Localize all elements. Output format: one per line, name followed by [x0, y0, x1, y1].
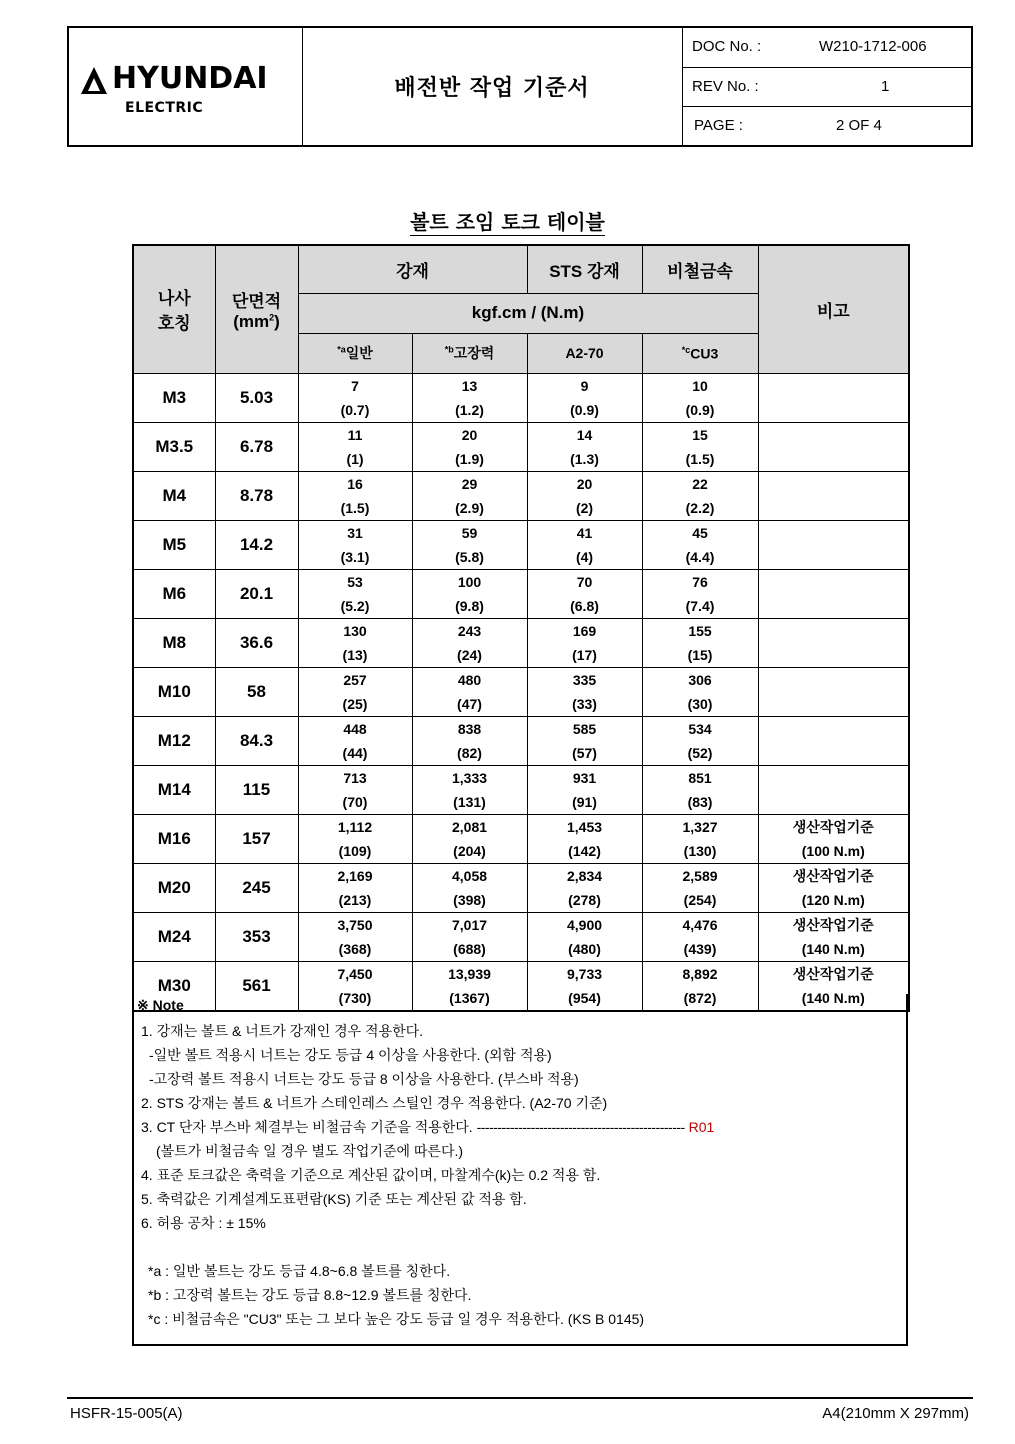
document-title: 배전반 작업 기준서: [302, 28, 683, 145]
torque-a2-70-cell: 169 (17): [527, 618, 642, 667]
torque-a2-70-cell: 4,900 (480): [527, 912, 642, 961]
remark-cell: [758, 422, 909, 471]
remark-cell: [758, 618, 909, 667]
note-5: 5. 축력값은 기계설계도표편람(KS) 기준 또는 계산된 값 적용 함.: [141, 1191, 527, 1207]
area-cell: 20.1: [215, 569, 298, 618]
table-row: [133, 912, 909, 961]
torque-normal-cell: 7 (0.7): [298, 373, 412, 422]
area-cell: 6.78: [215, 422, 298, 471]
remark-cell: [758, 716, 909, 765]
torque-normal-cell: 130 (13): [298, 618, 412, 667]
steel-group-header: 강재: [298, 245, 527, 293]
torque-cu3-cell: 2,589 (254): [642, 863, 758, 912]
torque-normal-cell: 2,169 (213): [298, 863, 412, 912]
torque-a2-70-cell: 1,453 (142): [527, 814, 642, 863]
sts-group-header: STS 강재: [527, 245, 642, 293]
revision-mark: R01: [688, 1119, 715, 1135]
table-row: [133, 814, 909, 863]
thread-size-cell: M30: [133, 961, 215, 1011]
document-header: [67, 26, 973, 147]
area-cell: 5.03: [215, 373, 298, 422]
area-cell: 245: [215, 863, 298, 912]
thread-size-cell: M16: [133, 814, 215, 863]
thread-size-cell: M14: [133, 765, 215, 814]
rev-no-value: 1: [881, 78, 890, 95]
area-cell: 14.2: [215, 520, 298, 569]
torque-high-strength-cell: 13,939 (1367): [412, 961, 527, 1011]
unit-header: kgf.cm / (N.m): [298, 293, 758, 333]
thread-size-cell: M3.5: [133, 422, 215, 471]
torque-cu3-cell: 155 (15): [642, 618, 758, 667]
torque-cu3-cell: 15 (1.5): [642, 422, 758, 471]
note-2: 2. STS 강재는 볼트 & 너트가 스테인레스 스틸인 경우 적용한다. (A2-70 기준): [141, 1095, 608, 1111]
thread-size-cell: M5: [133, 520, 215, 569]
area-cell: 36.6: [215, 618, 298, 667]
area-header: 단면적 $(mm^2)$: [215, 245, 298, 373]
torque-cu3-cell: 1,327 (130): [642, 814, 758, 863]
torque-table: [132, 244, 910, 1012]
torque-cu3-cell: 4,476 (439): [642, 912, 758, 961]
note-heading: ※ Note: [137, 997, 184, 1013]
remark-cell: 생산작업기준 (120 N.m): [758, 863, 909, 912]
remark-cell: [758, 520, 909, 569]
footnote-c: *c : 비철금속은 "CU3" 또는 그 보다 높은 강도 등급 일 경우 적용한다. (KS B 0145): [148, 1311, 645, 1327]
footnote-b: *b : 고장력 볼트는 강도 등급 8.8~12.9 볼트를 칭한다.: [148, 1287, 472, 1303]
thread-size-cell: M8: [133, 618, 215, 667]
note-1b: -고장력 볼트 적용시 너트는 강도 등급 8 이상을 사용한다. (부스바 적용): [149, 1071, 579, 1087]
torque-cu3-cell: 8,892 (872): [642, 961, 758, 1011]
logo-subtitle: ELECTRIC: [125, 100, 204, 116]
torque-cu3-cell: 851 (83): [642, 765, 758, 814]
rev-no-label: REV No. :: [692, 78, 759, 95]
torque-a2-70-cell: 70 (6.8): [527, 569, 642, 618]
torque-high-strength-cell: 4,058 (398): [412, 863, 527, 912]
table-row: [133, 618, 909, 667]
table-row: [133, 373, 909, 422]
sub-header-normal: $^{*a}$일반: [298, 333, 412, 373]
nonferrous-group-header: 비철금속: [642, 245, 758, 293]
torque-high-strength-cell: 7,017 (688): [412, 912, 527, 961]
torque-high-strength-cell: 100 (9.8): [412, 569, 527, 618]
remark-cell: 생산작업기준 (140 N.m): [758, 912, 909, 961]
torque-high-strength-cell: 2,081 (204): [412, 814, 527, 863]
torque-normal-cell: 31 (3.1): [298, 520, 412, 569]
rev-no-row: [682, 67, 971, 107]
area-cell: 115: [215, 765, 298, 814]
remark-cell: [758, 667, 909, 716]
table-row: [133, 471, 909, 520]
area-cell: 58: [215, 667, 298, 716]
doc-no-value: W210-1712-006: [819, 38, 927, 55]
torque-normal-cell: 7,450 (730): [298, 961, 412, 1011]
torque-normal-cell: 713 (70): [298, 765, 412, 814]
sub-header-high-strength: $^{*b}$고장력: [412, 333, 527, 373]
table-row: [133, 569, 909, 618]
torque-high-strength-cell: 20 (1.9): [412, 422, 527, 471]
note-3a: (볼트가 비철금속 일 경우 별도 작업기준에 따른다.): [156, 1143, 464, 1159]
thread-size-cell: M4: [133, 471, 215, 520]
form-number: HSFR-15-005(A): [70, 1405, 183, 1422]
torque-a2-70-cell: 9,733 (954): [527, 961, 642, 1011]
thread-size-cell: M12: [133, 716, 215, 765]
remark-cell: [758, 471, 909, 520]
torque-normal-cell: 448 (44): [298, 716, 412, 765]
doc-no-row: [682, 28, 971, 67]
logo-block: [69, 28, 303, 145]
torque-cu3-cell: 76 (7.4): [642, 569, 758, 618]
note-1a: -일반 볼트 적용시 너트는 강도 등급 4 이상을 사용한다. (외함 적용): [149, 1047, 552, 1063]
table-row: [133, 520, 909, 569]
thread-size-cell: M10: [133, 667, 215, 716]
torque-normal-cell: 1,112 (109): [298, 814, 412, 863]
note-4: 4. 표준 토크값은 축력을 기준으로 계산된 값이며, 마찰계수(k)는 0.2 적용 함.: [141, 1167, 601, 1183]
torque-high-strength-cell: 13 (1.2): [412, 373, 527, 422]
torque-high-strength-cell: 838 (82): [412, 716, 527, 765]
torque-high-strength-cell: 480 (47): [412, 667, 527, 716]
torque-high-strength-cell: 1,333 (131): [412, 765, 527, 814]
area-cell: 84.3: [215, 716, 298, 765]
note-6: 6. 허용 공차 : ± 15%: [141, 1215, 266, 1231]
thread-size-cell: M20: [133, 863, 215, 912]
torque-high-strength-cell: 243 (24): [412, 618, 527, 667]
footer-rule: [67, 1397, 973, 1399]
sub-header-a2-70: A2-70: [527, 333, 642, 373]
torque-cu3-cell: 22 (2.2): [642, 471, 758, 520]
torque-normal-cell: 3,750 (368): [298, 912, 412, 961]
note-1: 1. 강재는 볼트 & 너트가 강재인 경우 적용한다.: [141, 1023, 424, 1039]
area-cell: 157: [215, 814, 298, 863]
torque-normal-cell: 257 (25): [298, 667, 412, 716]
thread-size-cell: M3: [133, 373, 215, 422]
torque-cu3-cell: 10 (0.9): [642, 373, 758, 422]
note-3-dash-leader: --------------------------------------------------: [476, 1119, 685, 1135]
area-cell: 561: [215, 961, 298, 1011]
torque-normal-cell: 11 (1): [298, 422, 412, 471]
torque-normal-cell: 53 (5.2): [298, 569, 412, 618]
document-info: [682, 28, 971, 145]
table-row: [133, 716, 909, 765]
thread-size-cell: M24: [133, 912, 215, 961]
torque-cu3-cell: 306 (30): [642, 667, 758, 716]
page-label: PAGE :: [694, 117, 743, 134]
doc-no-label: DOC No. :: [692, 38, 762, 55]
section-title: 볼트 조임 토크 테이블: [410, 210, 605, 234]
notes-section: [132, 994, 908, 1346]
paper-size: A4(210mm X 297mm): [822, 1405, 969, 1422]
remark-cell: 생산작업기준 (100 N.m): [758, 814, 909, 863]
torque-a2-70-cell: 14 (1.3): [527, 422, 642, 471]
remark-cell: [758, 765, 909, 814]
torque-a2-70-cell: 585 (57): [527, 716, 642, 765]
torque-a2-70-cell: 2,834 (278): [527, 863, 642, 912]
area-cell: 353: [215, 912, 298, 961]
torque-normal-cell: 16 (1.5): [298, 471, 412, 520]
logo-wordmark: HYUNDAI: [112, 61, 268, 96]
table-row: [133, 765, 909, 814]
page-value: 2 OF 4: [836, 117, 882, 134]
remark-header: 비고: [758, 245, 909, 373]
torque-high-strength-cell: 29 (2.9): [412, 471, 527, 520]
torque-a2-70-cell: 931 (91): [527, 765, 642, 814]
thread-size-cell: M6: [133, 569, 215, 618]
remark-cell: [758, 373, 909, 422]
torque-table-wrapper: [132, 244, 908, 1012]
table-row: [133, 863, 909, 912]
footnote-a: *a : 일반 볼트는 강도 등급 4.8~6.8 볼트를 칭한다.: [148, 1263, 451, 1279]
area-cell: 8.78: [215, 471, 298, 520]
thread-size-header: 나사 호칭: [133, 245, 215, 373]
sub-header-cu3: $^{*c}$CU3: [642, 333, 758, 373]
remark-cell: 생산작업기준 (140 N.m): [758, 961, 909, 1011]
table-row: [133, 667, 909, 716]
table-row: [133, 422, 909, 471]
torque-a2-70-cell: 20 (2): [527, 471, 642, 520]
page-row: [682, 106, 971, 146]
torque-cu3-cell: 534 (52): [642, 716, 758, 765]
remark-cell: [758, 569, 909, 618]
note-3: 3. CT 단자 부스바 체결부는 비철금속 기준을 적용한다. -------------------------------------------------- R01: [141, 1119, 715, 1135]
torque-a2-70-cell: 335 (33): [527, 667, 642, 716]
torque-high-strength-cell: 59 (5.8): [412, 520, 527, 569]
torque-a2-70-cell: 41 (4): [527, 520, 642, 569]
torque-cu3-cell: 45 (4.4): [642, 520, 758, 569]
torque-a2-70-cell: 9 (0.9): [527, 373, 642, 422]
